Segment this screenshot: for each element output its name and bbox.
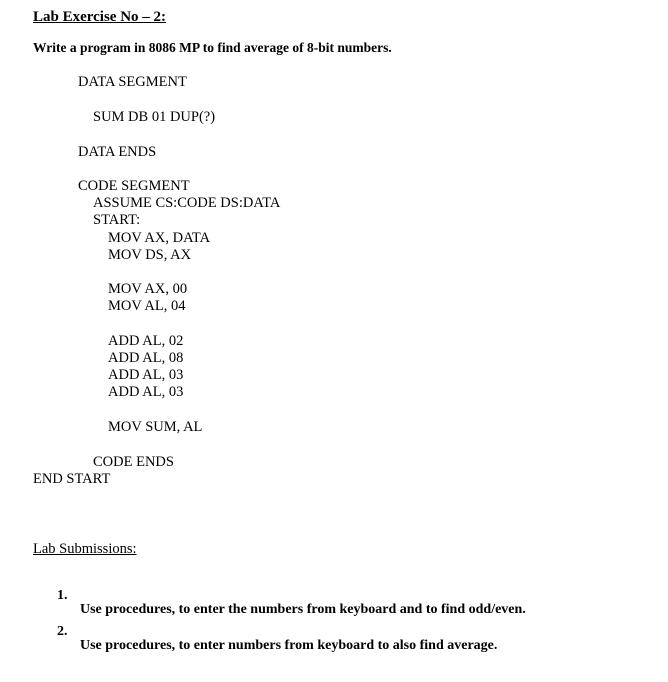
code-line-code-segment: CODE SEGMENT — [78, 178, 190, 194]
code-line-mov-ds-ax: MOV DS, AX — [108, 247, 192, 263]
code-line-assume: ASSUME CS:CODE DS:DATA — [93, 195, 281, 211]
code-line-mov-sum-al: MOV SUM, AL — [108, 419, 203, 435]
submission-item-2 — [0, 611, 668, 653]
submission-number: 1. — [57, 588, 68, 603]
code-line-add-al-03-a: ADD AL, 03 — [108, 367, 184, 383]
submission-item-1 — [0, 575, 668, 617]
task-description: Write a program in 8086 MP to find average of 8-bit numbers. — [33, 40, 392, 55]
page-title: Lab Exercise No – 2: — [33, 9, 167, 25]
code-line-data-segment: DATA SEGMENT — [78, 74, 187, 90]
code-line-mov-al-04: MOV AL, 04 — [108, 298, 186, 314]
submissions-heading: Lab Submissions: — [33, 541, 137, 557]
code-line-data-ends: DATA ENDS — [78, 144, 157, 160]
code-line-mov-ax-data: MOV AX, DATA — [108, 230, 211, 246]
submission-text: Use procedures, to enter numbers from keyboard to also find average. — [80, 638, 498, 653]
code-line-end-start: END START — [33, 471, 111, 487]
code-line-add-al-02: ADD AL, 02 — [108, 333, 184, 349]
code-line-add-al-08: ADD AL, 08 — [108, 350, 184, 366]
submission-number: 2. — [57, 624, 68, 639]
code-line-sum-decl: SUM DB 01 DUP(?) — [93, 109, 216, 125]
code-line-start-label: START: — [93, 212, 141, 228]
code-line-code-ends: CODE ENDS — [93, 454, 174, 470]
code-line-add-al-03-b: ADD AL, 03 — [108, 384, 184, 400]
submission-text: Use procedures, to enter the numbers from keyboard and to find odd/even. — [80, 602, 526, 617]
code-line-mov-ax-00: MOV AX, 00 — [108, 281, 188, 297]
